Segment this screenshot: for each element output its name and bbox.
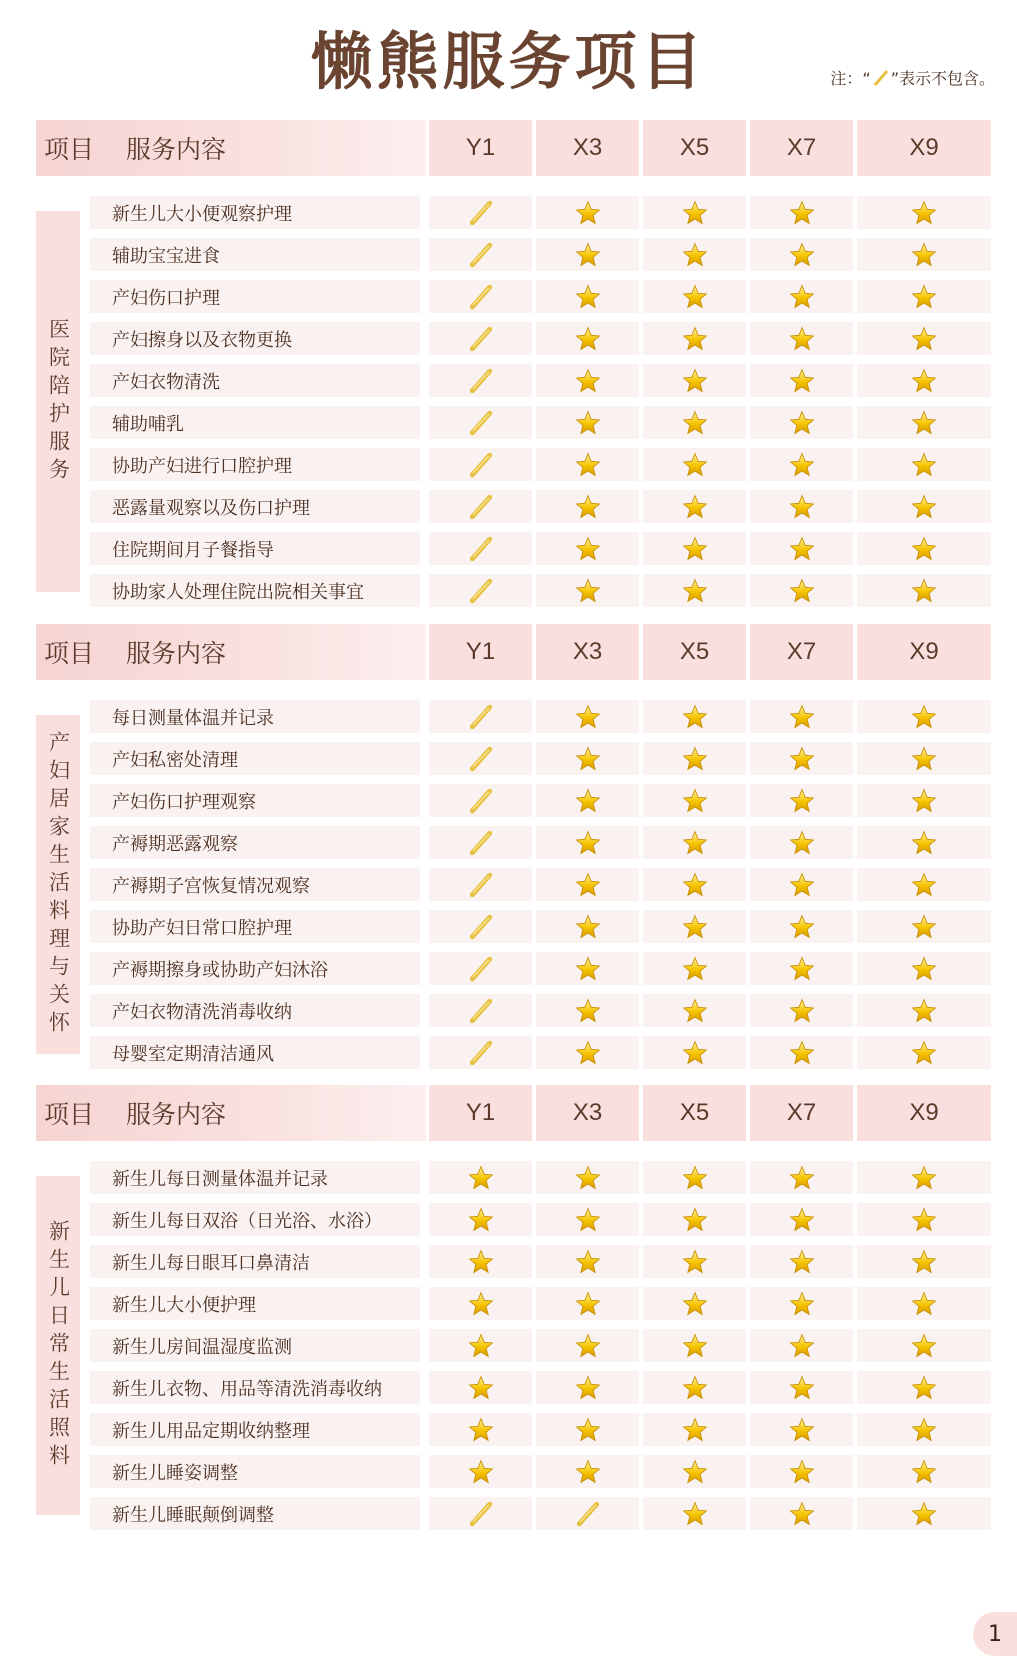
star-icon [643,784,746,817]
header-tier-x3: X3 [536,624,639,680]
service-name: 协助产妇进行口腔护理 [112,455,292,477]
header-tier-y1: Y1 [429,120,532,176]
header-tier-x3: X3 [536,1085,639,1141]
star-icon [536,742,639,775]
category-label [36,1176,80,1515]
table-row [90,868,991,901]
star-icon [857,1287,991,1320]
category-text: 产妇居家生活料理与关怀 [46,730,71,1039]
star-icon [750,322,853,355]
star-icon [536,952,639,985]
star-icon [643,1161,746,1194]
star-icon [536,1161,639,1194]
table-row [90,1497,991,1530]
star-icon [643,1497,746,1530]
slash-icon [429,532,532,565]
star-icon [643,196,746,229]
slash-icon [429,574,532,607]
header-service: 服务内容 [126,639,227,668]
star-icon [536,532,639,565]
star-icon [750,1497,853,1530]
star-icon [857,196,991,229]
service-name-cell [90,742,420,775]
page-number: 1 [973,1612,1017,1656]
service-name-cell [90,700,420,733]
star-icon [750,784,853,817]
service-name: 产妇私密处清理 [112,749,238,771]
star-icon [643,826,746,859]
service-name-cell [90,406,420,439]
table-row [90,700,991,733]
section [36,1085,991,1530]
table-row [90,280,991,313]
star-icon [643,448,746,481]
star-icon [536,1203,639,1236]
star-icon [429,1329,532,1362]
slash-icon [536,1497,639,1530]
slash-icon [429,784,532,817]
table-row [90,574,991,607]
star-icon [750,196,853,229]
table-header [36,624,991,680]
star-icon [643,1413,746,1446]
star-icon [750,1036,853,1069]
star-icon [536,1036,639,1069]
slash-icon [429,448,532,481]
star-icon [857,868,991,901]
star-icon [643,994,746,1027]
table-row [90,1245,991,1278]
star-icon [857,364,991,397]
table-row [90,742,991,775]
header-tier-x7: X7 [750,120,853,176]
page-title: 懒熊服务项目 [310,25,707,98]
star-icon [536,574,639,607]
star-icon [643,322,746,355]
table-header [36,120,991,176]
service-name-cell [90,994,420,1027]
service-name: 新生儿衣物、用品等清洗消毒收纳 [112,1378,382,1400]
star-icon [643,742,746,775]
service-name: 新生儿每日眼耳口鼻清洁 [112,1252,310,1274]
table-row [90,196,991,229]
slash-icon [429,994,532,1027]
service-name-cell [90,952,420,985]
header-tier-x7: X7 [750,1085,853,1141]
table-row [90,1287,991,1320]
table-row [90,952,991,985]
star-icon [750,532,853,565]
category-text: 医院陪护服务 [46,317,71,486]
slash-icon [429,742,532,775]
star-icon [750,1329,853,1362]
service-name-cell [90,1413,420,1446]
legend-note [830,66,995,89]
star-icon [857,952,991,985]
header-service: 服务内容 [126,1100,227,1129]
star-icon [750,826,853,859]
table-row [90,322,991,355]
star-icon [643,1287,746,1320]
service-name: 恶露量观察以及伤口护理 [112,497,310,519]
header-tier-x5: X5 [643,120,746,176]
service-name: 产妇伤口护理观察 [112,791,256,813]
header-tier-x9: X9 [857,120,991,176]
star-icon [857,1203,991,1236]
star-icon [536,196,639,229]
star-icon [750,1287,853,1320]
header-tier-x3: X3 [536,120,639,176]
service-name: 协助产妇日常口腔护理 [112,917,292,939]
star-icon [643,532,746,565]
service-name-cell [90,1329,420,1362]
star-icon [536,994,639,1027]
star-icon [857,574,991,607]
service-name-cell [90,784,420,817]
header-project: 项目 [44,135,95,164]
service-name: 母婴室定期清洁通风 [112,1043,274,1065]
category-label [36,211,80,592]
service-name-cell [90,490,420,523]
service-name-cell [90,1371,420,1404]
service-name: 辅助哺乳 [112,413,184,435]
table-row [90,238,991,271]
star-icon [643,1036,746,1069]
header-project-cell [36,1085,426,1141]
star-icon [643,238,746,271]
star-icon [857,1245,991,1278]
service-name: 新生儿用品定期收纳整理 [112,1420,310,1442]
table-row [90,1371,991,1404]
star-icon [857,406,991,439]
star-icon [643,952,746,985]
star-icon [536,1287,639,1320]
table-row [90,490,991,523]
note-prefix: 注：“ [830,69,871,88]
service-name: 新生儿大小便观察护理 [112,203,292,225]
star-icon [643,406,746,439]
star-icon [536,1413,639,1446]
category-text: 新生儿日常生活照料 [46,1219,71,1472]
header-project-cell [36,120,426,176]
star-icon [750,1413,853,1446]
service-name: 新生儿每日测量体温并记录 [112,1168,328,1190]
star-icon [643,280,746,313]
slash-icon [429,910,532,943]
star-icon [857,1497,991,1530]
star-icon [857,322,991,355]
star-icon [857,532,991,565]
star-icon [857,910,991,943]
header-project: 项目 [44,639,95,668]
table-row [90,826,991,859]
header-project-cell [36,624,426,680]
star-icon [750,994,853,1027]
header-tier-y1: Y1 [429,624,532,680]
slash-icon [429,952,532,985]
service-name-cell [90,1036,420,1069]
star-icon [536,1371,639,1404]
table-row [90,364,991,397]
service-name: 新生儿睡眠颠倒调整 [112,1504,274,1526]
star-icon [643,910,746,943]
table-row [90,448,991,481]
service-name: 产褥期擦身或协助产妇沐浴 [112,959,328,981]
star-icon [536,364,639,397]
slash-icon [429,196,532,229]
table-row [90,784,991,817]
table-row [90,910,991,943]
star-icon [536,238,639,271]
table-row [90,1203,991,1236]
star-icon [750,280,853,313]
section [36,120,991,607]
star-icon [536,322,639,355]
service-name-cell [90,1287,420,1320]
star-icon [536,280,639,313]
star-icon [536,490,639,523]
header-tier-y1: Y1 [429,1085,532,1141]
service-name: 产妇衣物清洗 [112,371,220,393]
service-name-cell [90,532,420,565]
service-name-cell [90,280,420,313]
service-name: 住院期间月子餐指导 [112,539,274,561]
star-icon [536,700,639,733]
star-icon [857,826,991,859]
table-header [36,1085,991,1141]
service-name-cell [90,1455,420,1488]
star-icon [750,448,853,481]
star-icon [750,1455,853,1488]
slash-icon [429,322,532,355]
header-service: 服务内容 [126,135,227,164]
star-icon [750,364,853,397]
star-icon [643,1245,746,1278]
star-icon [750,700,853,733]
table-row [90,994,991,1027]
slash-icon [429,1036,532,1069]
star-icon [857,1455,991,1488]
star-icon [536,910,639,943]
slash-icon [429,490,532,523]
slash-icon [429,1497,532,1530]
service-name-cell [90,826,420,859]
star-icon [643,1329,746,1362]
star-icon [429,1161,532,1194]
star-icon [643,700,746,733]
star-icon [750,910,853,943]
star-icon [857,994,991,1027]
service-name-cell [90,574,420,607]
slash-icon [429,406,532,439]
star-icon [750,406,853,439]
star-icon [750,1203,853,1236]
service-name-cell [90,910,420,943]
slash-icon [429,238,532,271]
section [36,624,991,1069]
service-name-cell [90,1161,420,1194]
service-name-cell [90,1245,420,1278]
slash-icon [429,700,532,733]
service-name: 新生儿每日双浴（日光浴、水浴） [112,1210,382,1232]
star-icon [857,448,991,481]
service-name: 产褥期恶露观察 [112,833,238,855]
star-icon [429,1413,532,1446]
star-icon [750,574,853,607]
slash-icon [429,826,532,859]
service-name: 每日测量体温并记录 [112,707,274,729]
star-icon [750,868,853,901]
service-name-cell [90,448,420,481]
star-icon [536,826,639,859]
service-name: 协助家人处理住院出院相关事宜 [112,581,364,603]
slash-icon [429,868,532,901]
star-icon [429,1371,532,1404]
star-icon [857,784,991,817]
star-icon [750,490,853,523]
slash-icon [872,69,890,87]
star-icon [643,364,746,397]
star-icon [750,952,853,985]
star-icon [536,406,639,439]
star-icon [536,448,639,481]
header-tier-x9: X9 [857,1085,991,1141]
star-icon [643,1371,746,1404]
star-icon [750,1245,853,1278]
star-icon [536,784,639,817]
slash-icon [429,280,532,313]
table-row [90,1455,991,1488]
star-icon [429,1245,532,1278]
star-icon [750,1161,853,1194]
note-suffix: ”表示不包含。 [890,69,995,88]
service-name-cell [90,1203,420,1236]
star-icon [857,490,991,523]
service-name-cell [90,364,420,397]
table-row [90,1161,991,1194]
star-icon [857,1371,991,1404]
service-name-cell [90,196,420,229]
star-icon [536,1455,639,1488]
header-tier-x5: X5 [643,1085,746,1141]
star-icon [857,742,991,775]
table-row [90,406,991,439]
service-name: 新生儿大小便护理 [112,1294,256,1316]
service-name-cell [90,238,420,271]
table-row [90,1413,991,1446]
star-icon [643,574,746,607]
category-label [36,715,80,1054]
table-row [90,1329,991,1362]
star-icon [643,868,746,901]
star-icon [429,1287,532,1320]
star-icon [536,1329,639,1362]
service-name: 辅助宝宝进食 [112,245,220,267]
service-name: 产妇擦身以及衣物更换 [112,329,292,351]
star-icon [857,280,991,313]
star-icon [857,1036,991,1069]
star-icon [857,1413,991,1446]
header-project: 项目 [44,1100,95,1129]
star-icon [643,1455,746,1488]
service-name: 产褥期子宫恢复情况观察 [112,875,310,897]
service-name: 新生儿房间温湿度监测 [112,1336,292,1358]
service-name-cell [90,1497,420,1530]
header-tier-x5: X5 [643,624,746,680]
star-icon [643,1203,746,1236]
star-icon [857,700,991,733]
header-tier-x9: X9 [857,624,991,680]
service-name-cell [90,868,420,901]
star-icon [643,490,746,523]
star-icon [429,1203,532,1236]
service-name: 新生儿睡姿调整 [112,1462,238,1484]
service-name-cell [90,322,420,355]
service-name: 产妇衣物清洗消毒收纳 [112,1001,292,1023]
slash-icon [429,364,532,397]
table-row [90,1036,991,1069]
star-icon [536,868,639,901]
table-row [90,532,991,565]
header-tier-x7: X7 [750,624,853,680]
star-icon [750,1371,853,1404]
star-icon [536,1245,639,1278]
star-icon [857,238,991,271]
star-icon [857,1161,991,1194]
service-name: 产妇伤口护理 [112,287,220,309]
star-icon [429,1455,532,1488]
star-icon [750,238,853,271]
star-icon [750,742,853,775]
star-icon [857,1329,991,1362]
